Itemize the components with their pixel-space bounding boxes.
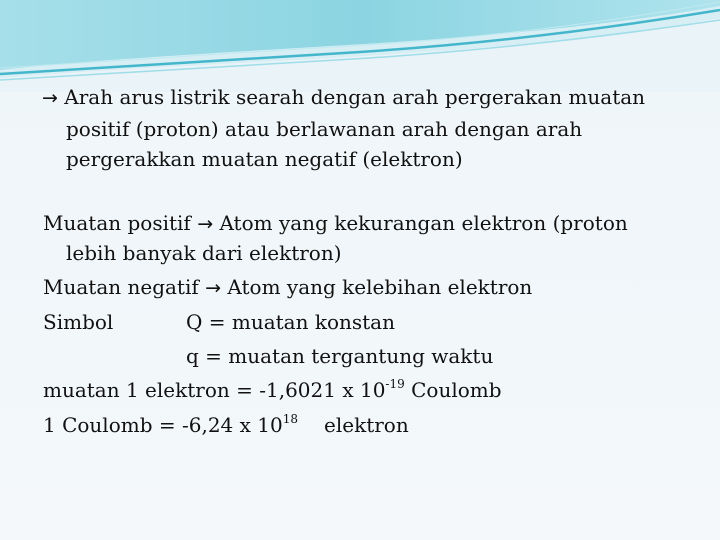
negative-charge-term: Muatan negatif bbox=[43, 275, 199, 299]
intro-line-2: positif (proton) atau berlawanan arah dengan arah bbox=[66, 117, 583, 141]
coulomb-text: 1 Coulomb = -6,24 x 10 bbox=[43, 413, 283, 437]
negative-charge-line bbox=[43, 270, 532, 305]
intro-text-1: Arah arus listrik searah dengan arah pergerakan muatan bbox=[64, 85, 646, 109]
symbol-label: Simbol bbox=[43, 310, 114, 334]
symbol-Q-definition: Q = muatan konstan bbox=[186, 310, 395, 334]
right-arrow-icon: → bbox=[42, 87, 58, 109]
intro-line-3: pergerakkan muatan negatif (elektron) bbox=[66, 147, 463, 171]
electron-charge-exponent: -19 bbox=[385, 377, 405, 391]
negative-charge-definition: Atom yang kelebihan elektron bbox=[227, 275, 533, 299]
positive-charge-definition: Atom yang kekurangan elektron (proton bbox=[219, 211, 628, 235]
positive-charge-term: Muatan positif bbox=[43, 211, 191, 235]
electron-charge-line bbox=[43, 373, 502, 407]
coulomb-exponent: 18 bbox=[282, 412, 298, 426]
coulomb-line bbox=[43, 408, 298, 442]
intro-line-1 bbox=[42, 80, 645, 115]
coulomb-unit: elektron bbox=[324, 413, 409, 437]
positive-charge-line-2: lebih banyak dari elektron) bbox=[66, 241, 342, 265]
symbol-q-definition: q = muatan tergantung waktu bbox=[186, 344, 494, 368]
electron-charge-text: muatan 1 elektron = -1,6021 x 10 bbox=[43, 378, 386, 402]
electron-charge-unit: Coulomb bbox=[411, 378, 502, 402]
right-arrow-icon: → bbox=[205, 277, 222, 299]
right-arrow-icon: → bbox=[197, 213, 214, 235]
